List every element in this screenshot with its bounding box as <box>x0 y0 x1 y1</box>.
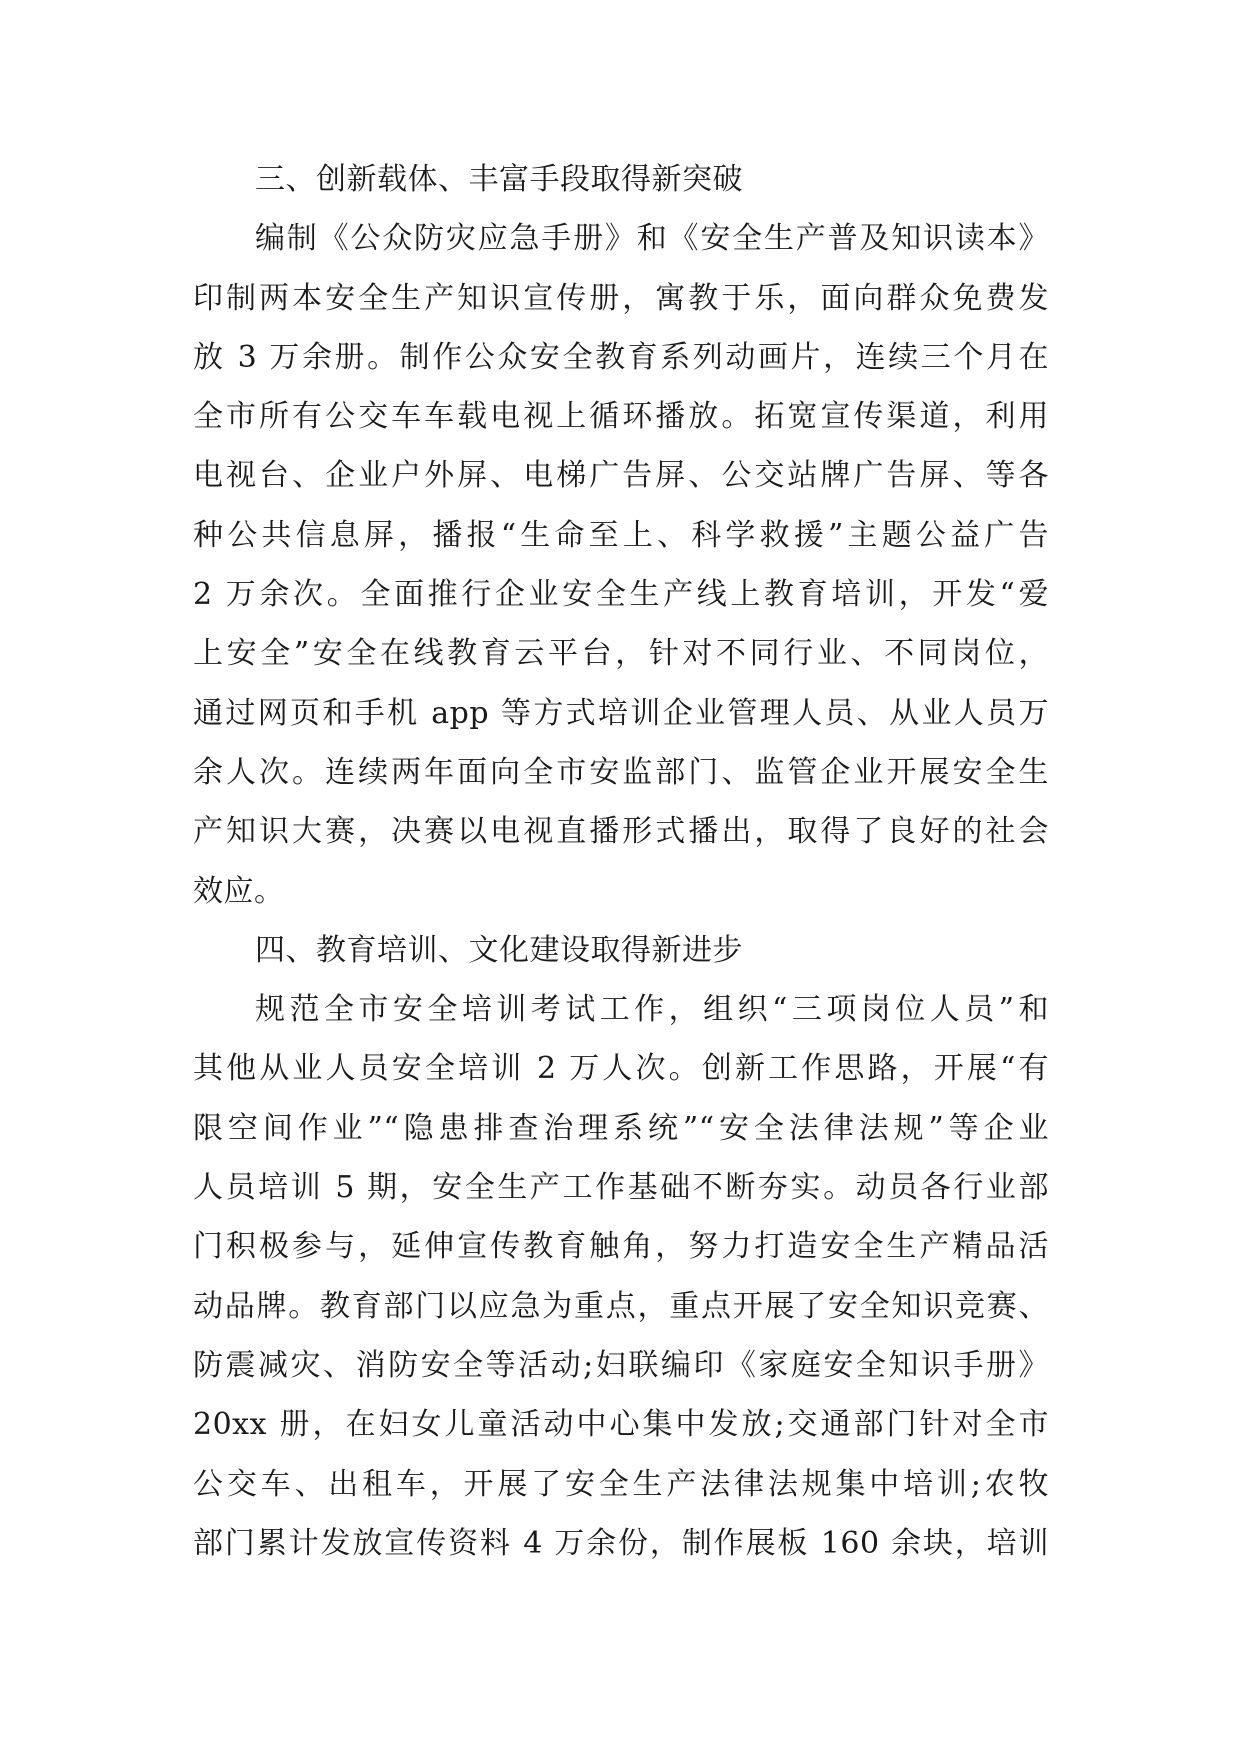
paragraph-line: 全市所有公交车车载电视上循环播放。拓宽宣传渠道，利用 <box>193 399 1049 435</box>
paragraph-line: 种公共信息屏，播报“生命至上、科学救援”主题公益广告 <box>193 517 1049 553</box>
paragraph-line: 效应。 <box>193 873 285 909</box>
paragraph-line: 人员培训 5 期，安全生产工作基础不断夯实。动员各行业部 <box>193 1170 1049 1206</box>
section-heading-3: 三、创新载体、丰富手段取得新突破 <box>255 162 743 197</box>
paragraph-line: 通过网页和手机 app 等方式培训企业管理人员、从业人员万 <box>193 695 1049 731</box>
document-body <box>193 150 1049 1573</box>
paragraph-line: 防震减灾、消防安全等活动;妇联编印《家庭安全知识手册》 <box>193 1347 1049 1383</box>
paragraph-line: 规范全市安全培训考试工作，组织“三项岗位人员”和 <box>255 992 1049 1028</box>
paragraph-line: 20xx 册，在妇女儿童活动中心集中发放;交通部门针对全市 <box>193 1407 1049 1443</box>
paragraph-line: 公交车、出租车，开展了安全生产法律法规集中培训;农牧 <box>193 1466 1049 1502</box>
paragraph-line: 动品牌。教育部门以应急为重点，重点开展了安全知识竞赛、 <box>193 1288 1049 1324</box>
paragraph-line: 上安全”安全在线教育云平台，针对不同行业、不同岗位， <box>193 636 1049 672</box>
paragraph-line: 放 3 万余册。制作公众安全教育系列动画片，连续三个月在 <box>193 339 1049 375</box>
paragraph-line: 余人次。连续两年面向全市安监部门、监管企业开展安全生 <box>193 754 1049 790</box>
paragraph-line: 电视台、企业户外屏、电梯广告屏、公交站牌广告屏、等各 <box>193 458 1049 494</box>
paragraph-line: 2 万余次。全面推行企业安全生产线上教育培训，开发“爱 <box>193 577 1049 613</box>
paragraph-line: 门积极参与，延伸宣传教育触角，努力打造安全生产精品活 <box>193 1229 1049 1265</box>
paragraph-line: 其他从业人员安全培训 2 万人次。创新工作思路，开展“有 <box>193 1051 1049 1087</box>
paragraph-line: 印制两本安全生产知识宣传册，寓教于乐，面向群众免费发 <box>193 280 1049 316</box>
section-heading-4: 四、教育培训、文化建设取得新进步 <box>255 932 743 968</box>
paragraph-line: 编制《公众防灾应急手册》和《安全生产普及知识读本》 <box>255 221 1049 257</box>
paragraph-line: 产知识大赛，决赛以电视直播形式播出，取得了良好的社会 <box>193 814 1049 850</box>
paragraph-line: 限空间作业”“隐患排查治理系统”“安全法律法规”等企业 <box>193 1110 1049 1146</box>
paragraph-line: 部门累计发放宣传资料 4 万余份，制作展板 160 余块，培训 <box>193 1525 1049 1561</box>
